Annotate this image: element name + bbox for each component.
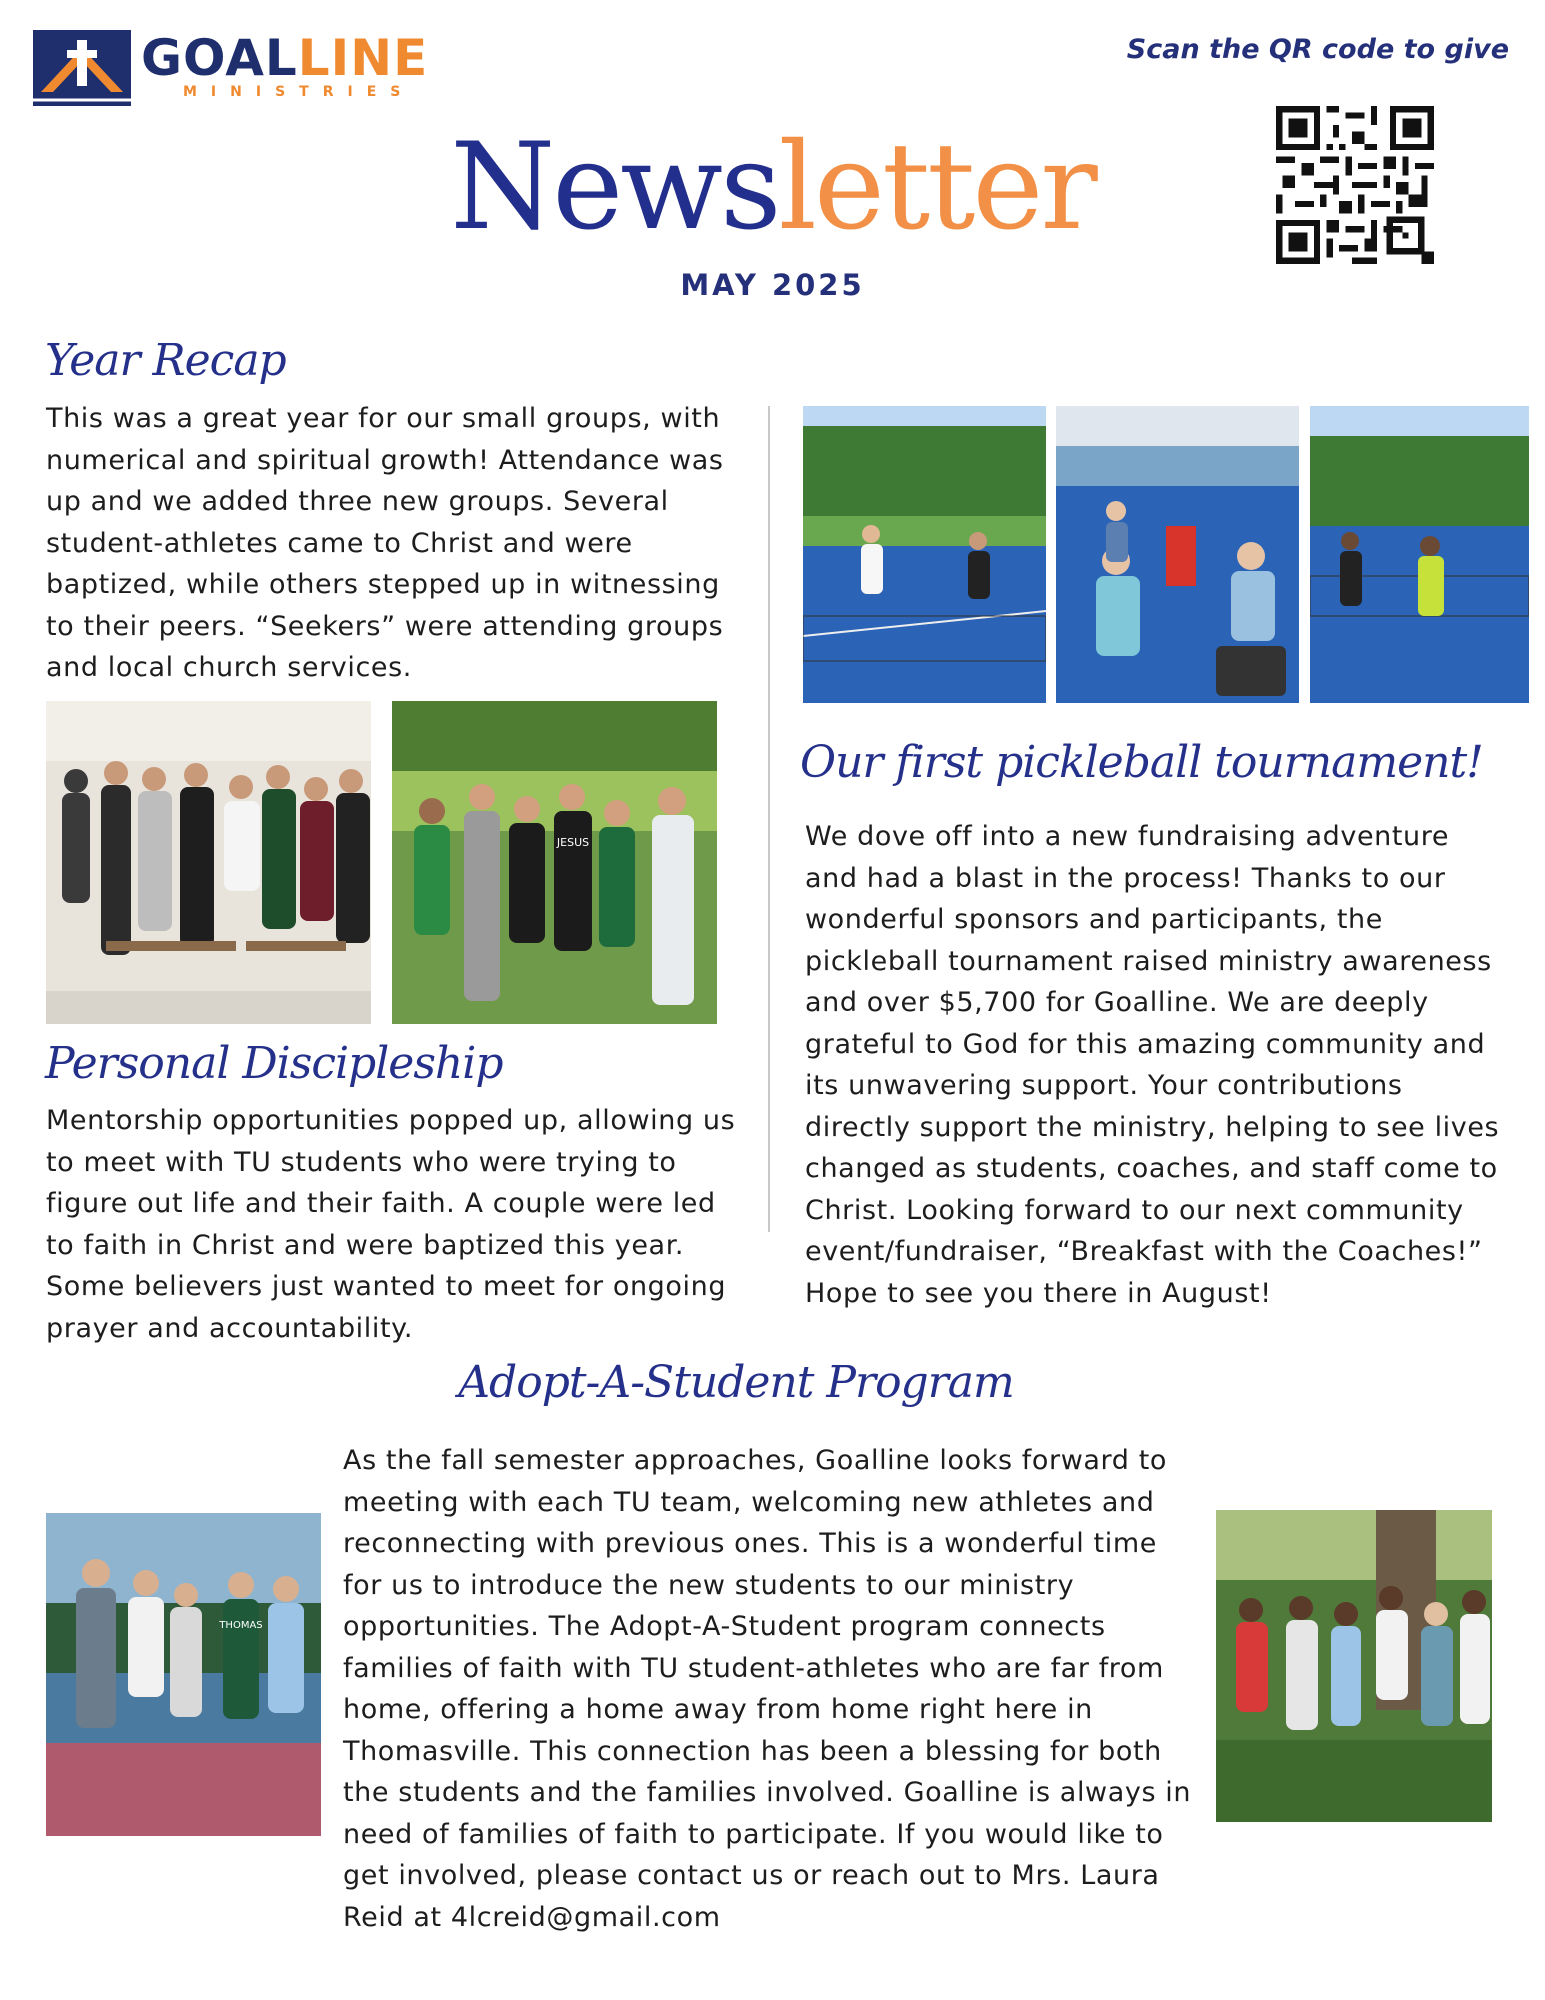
goalline-logo-mark <box>33 30 131 106</box>
shirt-text-2: THOMAS <box>219 1620 263 1631</box>
adopt-heading: Adopt-A-Student Program <box>458 1357 1014 1408</box>
year-recap-heading: Year Recap <box>45 335 286 386</box>
discipleship-body: Mentorship opportunities popped up, allowing us to meet with TU students who were trying to figure out life and their faith. A couple were led to faith in Christ and were baptized this year. Some believers just wanted to meet for ongoing prayer and accountability. <box>46 1105 736 1344</box>
group-outdoor-photo <box>392 701 717 1024</box>
column-divider <box>768 406 770 1232</box>
year-recap-body: This was a great year for our small groups, with numerical and spiritual growth! Attendance was up and we added three new groups. Several student-athletes came to Christ and were baptized, while others stepped up in witnessing to their peers. “Seekers” were attending groups and local church services. <box>46 403 724 683</box>
shirt-text: JESUS <box>556 836 590 849</box>
pickleball-body: We dove off into a new fundraising adventure and had a blast in the process! Thanks to our wonderful sponsors and participants, the pickleball tournament raised ministry awareness and over $5,700 for Goalline. We are deeply grateful to God for this amazing community and its unwavering support. Your contributions directly support the ministry, helping to see lives changed as students, coaches, and staff come to Christ. Looking forward to our next community event/fundraiser, “Breakfast with the Coaches!” Hope to see you there in August! <box>805 821 1500 1309</box>
goalline-logo <box>33 29 429 106</box>
newsletter-title: Newsletter <box>450 118 1095 257</box>
scan-instruction: Scan the QR code to give <box>1126 34 1509 65</box>
pickleball-heading: Our first pickleball tournament! <box>800 737 1483 788</box>
adopt-photo-right <box>1216 1510 1492 1822</box>
discipleship-heading: Personal Discipleship <box>45 1038 503 1089</box>
issue-date: MAY 2025 <box>680 268 865 302</box>
pickleball-photo-2 <box>1056 406 1299 703</box>
small-group-photo <box>46 701 371 1024</box>
logo-subtitle: MINISTRIES <box>183 84 415 100</box>
pickleball-photo-1 <box>803 406 1046 703</box>
logo-wordmark: GOALLINE <box>141 29 429 87</box>
pickleball-photo-3 <box>1310 406 1529 703</box>
adopt-photo-left <box>46 1513 321 1836</box>
adopt-body: As the fall semester approaches, Goalline looks forward to meeting with each TU team, welcoming new athletes and reconnecting with previous ones. This is a wonderful time for us to introduce the new students to our ministry opportunities. The Adopt-A-Student program connects families of faith with TU student-athletes who are far from home, offering a home away from home right here in Thomasville. This connection has been a blessing for both the students and the families involved. Goalline is always in need of families of faith to participate. If you would like to get involved, please contact us or reach out to Mrs. Laura Reid at 4lcreid@gmail.com <box>343 1445 1192 1933</box>
